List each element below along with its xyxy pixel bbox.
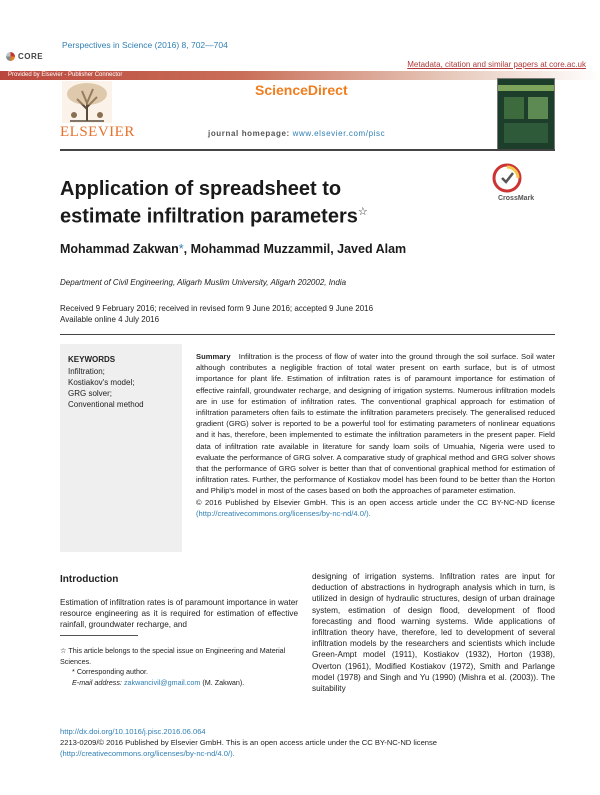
license-statement <box>60 738 555 760</box>
intro-paragraph: Estimation of infiltration rates is of paramount importance in water resource engineering as it is required for estimation of effective rainfall, groundwater recharge, and <box>60 598 298 630</box>
core-banner <box>0 0 600 80</box>
corresponding-author-mark[interactable]: * <box>178 242 184 256</box>
keyword-item: Conventional method <box>68 400 144 409</box>
email-owner: (M. Zakwan). <box>202 677 245 687</box>
footnotes <box>60 646 298 688</box>
doi-link[interactable]: http://dx.doi.org/10.1016/j.pisc.2016.06.064 <box>60 727 206 736</box>
cover-block <box>528 97 548 119</box>
author-list <box>60 242 406 256</box>
keywords-heading: KEYWORDS <box>68 355 116 364</box>
abstract-body <box>196 351 555 497</box>
license-link[interactable]: (http://creativecommons.org/licenses/by-nc-nd/4.0/). <box>196 508 371 518</box>
keyword-item: GRG solver; <box>68 389 113 398</box>
abstract <box>196 351 555 519</box>
author-name: Mohammad Zakwan <box>60 242 179 256</box>
email-label: E-mail address: <box>72 677 122 687</box>
journal-reference: Perspectives in Science (2016) 8, 702—704 <box>62 40 228 50</box>
cover-block <box>504 97 524 119</box>
abstract-copyright <box>196 497 555 519</box>
core-logo-text: CORE <box>18 51 44 61</box>
footnote <box>60 667 298 678</box>
journal-cover-thumbnail <box>497 78 555 150</box>
keyword-item: Infiltration; <box>68 367 105 376</box>
keyword-item: Kostiakov's model; <box>68 378 135 387</box>
author-names: , Mohammad Muzzammil, Javed Alam <box>183 242 407 256</box>
publisher-wordmark: ELSEVIER <box>60 124 135 140</box>
footnote-email <box>60 678 298 689</box>
copyright-text: © 2016 Published by Elsevier GmbH. This is an open access article under the CC BY-NC-ND license <box>196 497 555 507</box>
body-paragraph: designing of irrigation systems. Infiltration rates are input for deduction of abstractions in hydrograph analysis which in turn, is utilized in design of hydraulic structures, design of urban drainage system, estimation of design flood, development of flood forecasting and flood warning systems. Wide applications of infiltration theory have, therefore, led to development of several infiltration models by the researchers and scientists which include Green-Ampt model (1911), Kostiakov (1932), Horton (1938), Overton (1961), Modified Kostiakov (1972), Smith and Parlange model (1978) and Singh and Yu (1990) (Mishra et al. (2003)). The suitability <box>312 572 555 694</box>
license-text: 2213-0209/© 2016 Published by Elsevier GmbH. This is an open access article under the CC BY-NC-ND license <box>60 737 438 747</box>
abstract-divider <box>60 334 555 335</box>
license-link[interactable]: (http://creativecommons.org/licenses/by-nc-nd/4.0/). <box>60 748 235 758</box>
cover-band <box>498 85 554 91</box>
core-logo[interactable] <box>6 50 46 62</box>
footnote-text: This article belongs to the special issue on Engineering and Material Sciences. <box>60 646 286 666</box>
metadata-link[interactable]: Metadata, citation and similar papers at core.ac.uk <box>407 60 586 69</box>
title-text: Application of spreadsheet to estimate infiltration parameters <box>60 178 358 228</box>
footnote-text: Corresponding author. <box>76 667 148 676</box>
footnote-mark: * <box>72 667 75 676</box>
homepage-url[interactable]: www.elsevier.com/pisc <box>292 129 386 138</box>
received-dates: Received 9 February 2016; received in revised form 9 June 2016; accepted 9 June 2016 <box>60 304 374 313</box>
journal-homepage <box>208 129 385 138</box>
author-email-link[interactable]: zakwancivil@gmail.com <box>123 677 201 687</box>
article-history <box>60 303 373 325</box>
abstract-text: Infiltration is the process of flow of water into the ground through the soil surface. Soil water although contributes a negligible fraction of total water present on earth surface, but is of utmost importance for plant life. Estimation of infiltration rates is of paramount importance for estimation of effective rainfall, groundwater recharge, and designing of irrigation systems. Numerous infiltration models are in use for estimation of infiltration rates. The conventional graphical approach for estimation of infiltration parameters often fails to estimate the infiltration parameters precisely. The generalised reduced gradient (GRG) solver is reported to be a powerful tool for estimating parameters of nonlinear equations and it has, therefore, been implemented to estimate the infiltration parameters in the present paper. Field data of infiltration rate available in literature for sandy loam soils of Umuahia, Nigeria were used to evaluate the performance of GRG solver. A comparative study of graphical method and GRG solver shows that the performance of GRG solver is better than that of conventional graphical method for estimation of infiltration rates. Further, the performance of Kostiakov model has been found to be better than the Horton and Philip's model in most of the cases based on both the approaches of parameter estimation. <box>196 352 555 496</box>
footnote-mark: ☆ <box>60 646 67 655</box>
keywords-box <box>60 344 182 552</box>
provided-by-text: Provided by Elsevier - Publisher Connector <box>8 72 123 78</box>
footnote-divider <box>60 635 138 636</box>
section-heading-introduction: Introduction <box>60 574 119 585</box>
cover-block <box>504 123 548 143</box>
core-logo-icon <box>6 52 15 61</box>
author-affiliation: Department of Civil Engineering, Aligarh Muslim University, Aligarh 202002, India <box>60 278 347 287</box>
abstract-label: Summary <box>196 352 231 361</box>
footnote <box>60 646 298 667</box>
doi-block <box>60 727 555 759</box>
homepage-label: journal homepage: <box>208 129 290 138</box>
platform-name[interactable]: ScienceDirect <box>255 82 348 98</box>
elsevier-tree-logo <box>62 81 112 123</box>
header-divider <box>60 149 555 151</box>
article-title <box>60 178 420 229</box>
crossmark-label: CrossMark <box>498 195 535 202</box>
title-footnote-mark[interactable]: ☆ <box>357 206 368 218</box>
available-online: Available online 4 July 2016 <box>60 315 160 324</box>
